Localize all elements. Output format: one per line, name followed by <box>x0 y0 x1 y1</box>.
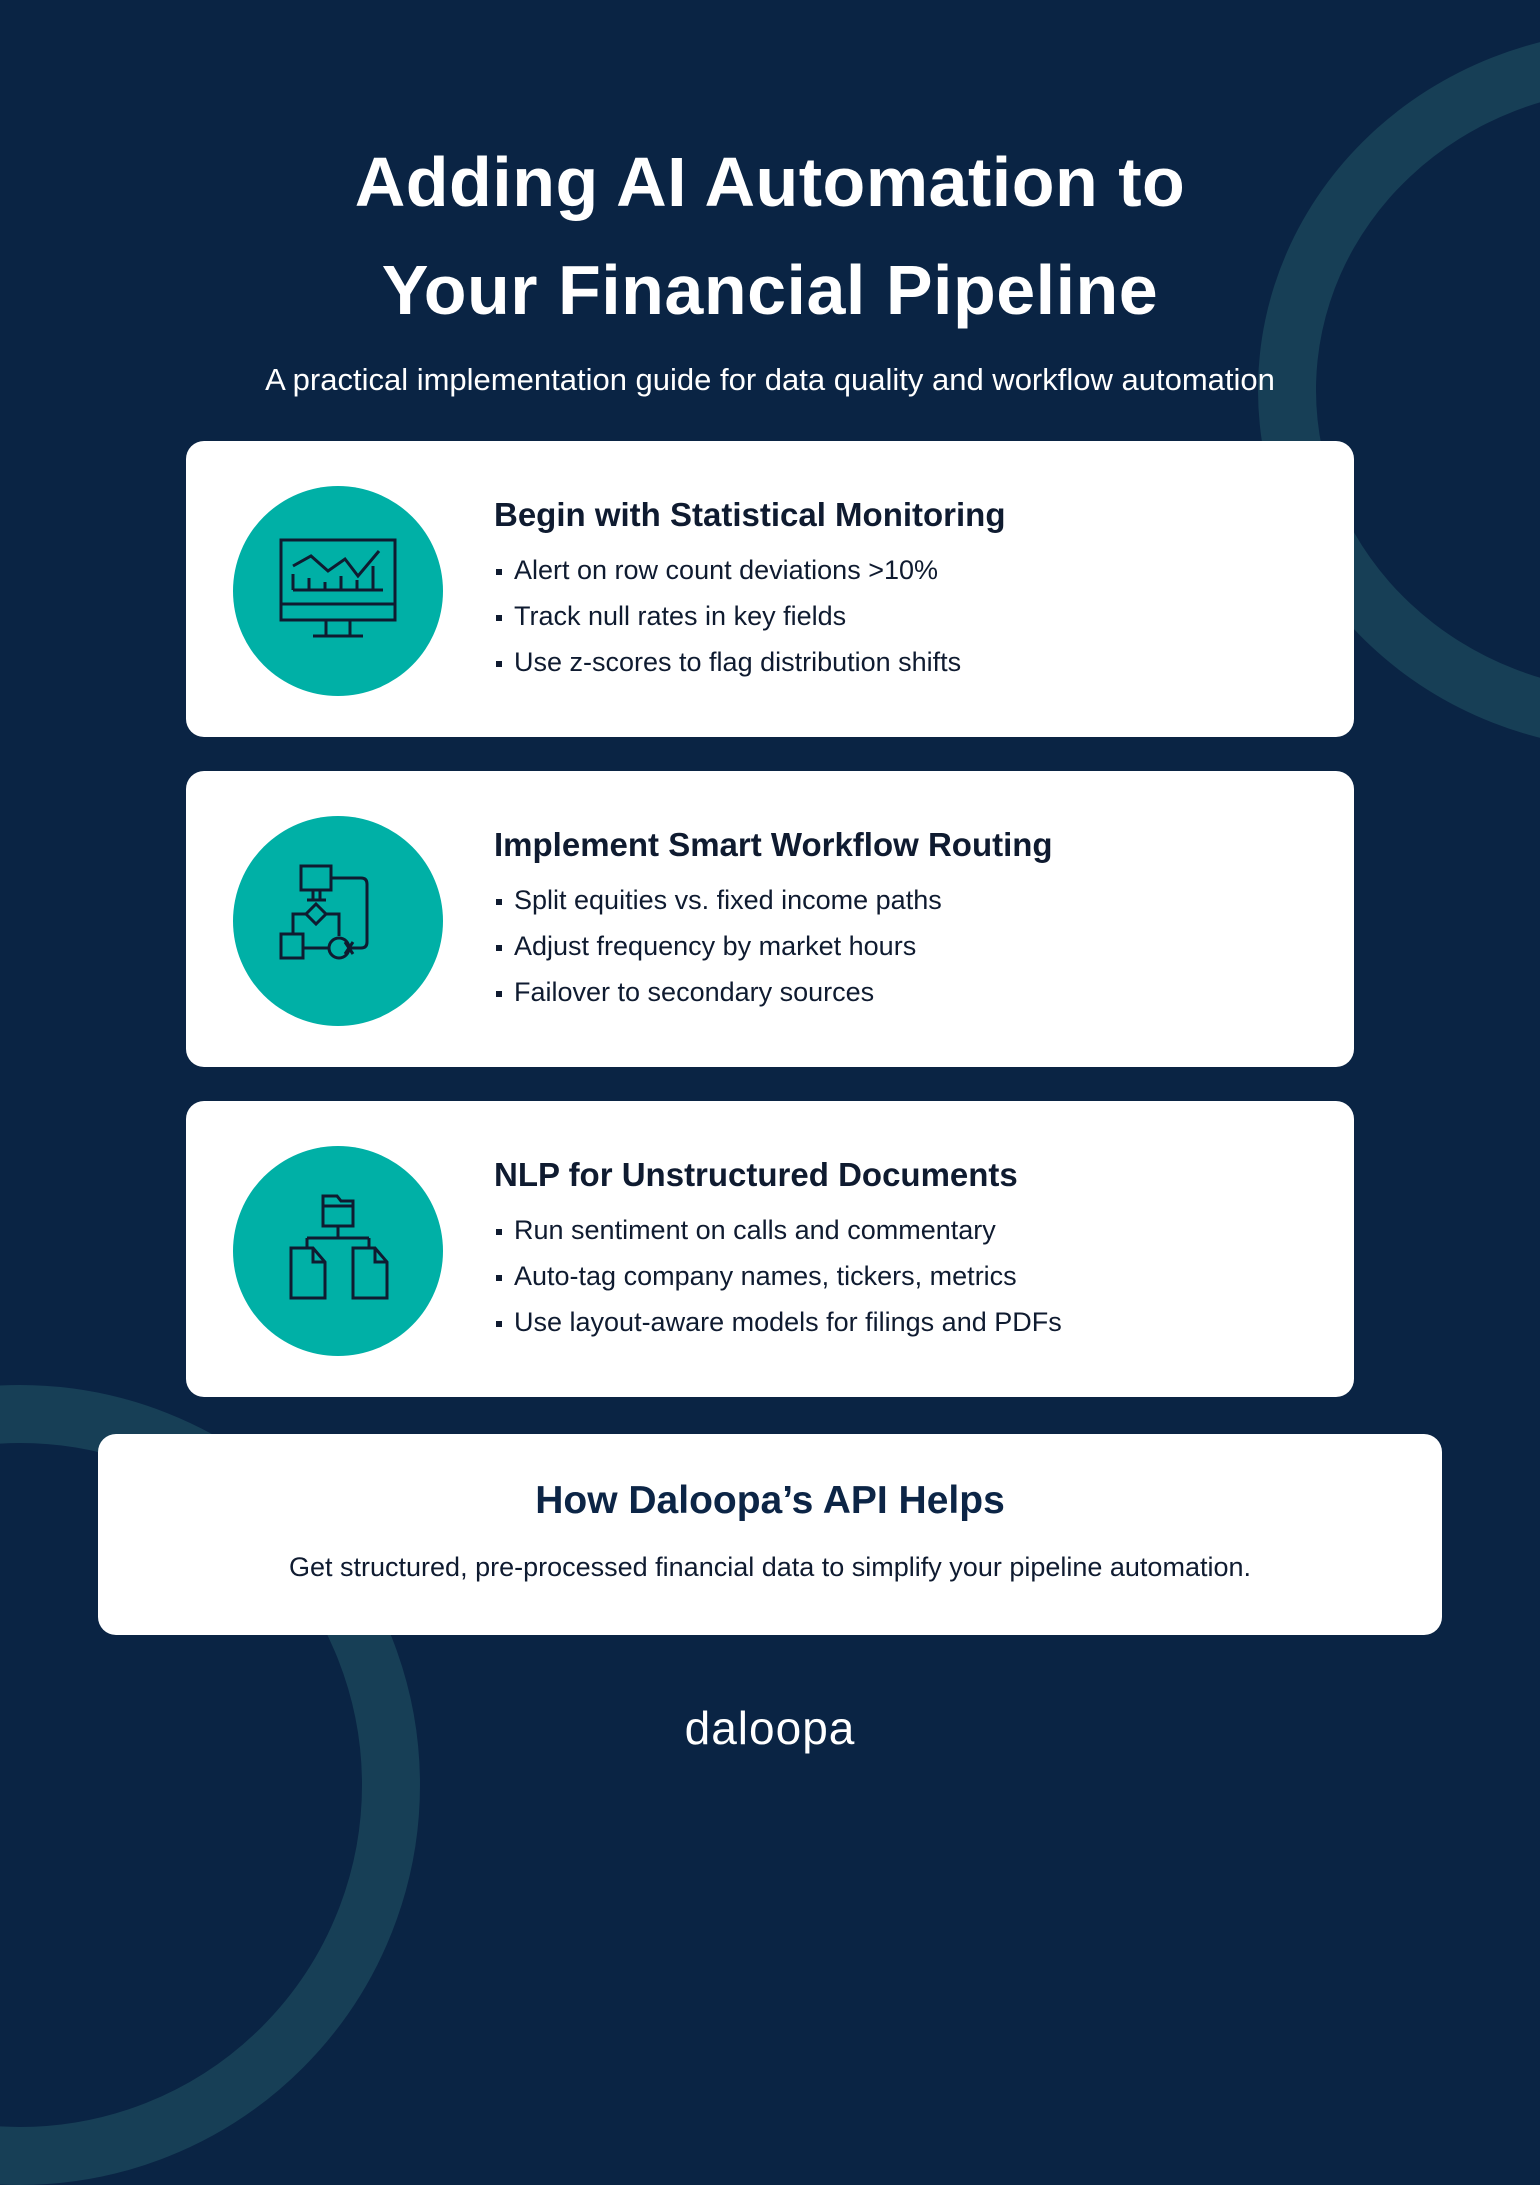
bullet-icon <box>496 661 502 667</box>
page-subtitle: A practical implementation guide for data quality and workflow automation <box>265 362 1275 397</box>
list-item: Alert on row count deviations >10% <box>494 547 1006 593</box>
card-workflow-routing <box>186 771 1354 1067</box>
bullet-icon <box>496 899 502 905</box>
folder-documents-icon <box>233 1146 443 1356</box>
list-item: Split equities vs. fixed income paths <box>494 877 1053 923</box>
card-heading: NLP for Unstructured Documents <box>494 1156 1018 1193</box>
card-heading: Implement Smart Workflow Routing <box>494 826 1053 863</box>
monitor-chart-icon <box>233 486 443 696</box>
list-item: Run sentiment on calls and commentary <box>494 1207 1062 1253</box>
bullet-icon <box>496 569 502 575</box>
bullet-icon <box>496 991 502 997</box>
list-item: Track null rates in key fields <box>494 593 1006 639</box>
card-content <box>494 821 1053 1015</box>
card-nlp-documents <box>186 1101 1354 1397</box>
bullet-icon <box>496 1275 502 1281</box>
bullet-icon <box>496 1321 502 1327</box>
page-title <box>0 128 1540 344</box>
workflow-flowchart-icon <box>233 816 443 1026</box>
list-item: Adjust frequency by market hours <box>494 923 1053 969</box>
title-line-1: Adding AI Automation to <box>354 143 1186 221</box>
list-item: Auto-tag company names, tickers, metrics <box>494 1253 1062 1299</box>
cta-text: Get structured, pre-processed financial data to simplify your pipeline automation. <box>289 1552 1251 1582</box>
card-content <box>494 1151 1062 1345</box>
list-item: Failover to secondary sources <box>494 969 1053 1015</box>
bullet-icon <box>496 615 502 621</box>
list-item: Use layout-aware models for filings and PDFs <box>494 1299 1062 1345</box>
card-content <box>494 491 1006 685</box>
title-line-2: Your Financial Pipeline <box>381 251 1159 329</box>
card-heading: Begin with Statistical Monitoring <box>494 496 1006 533</box>
cta-card <box>98 1434 1442 1635</box>
list-item: Use z-scores to flag distribution shifts <box>494 639 1006 685</box>
cta-title: How Daloopa’s API Helps <box>535 1479 1005 1522</box>
daloopa-logo: daloopa <box>684 1702 856 1754</box>
bullet-icon <box>496 1229 502 1235</box>
bullet-icon <box>496 945 502 951</box>
card-statistical-monitoring <box>186 441 1354 737</box>
